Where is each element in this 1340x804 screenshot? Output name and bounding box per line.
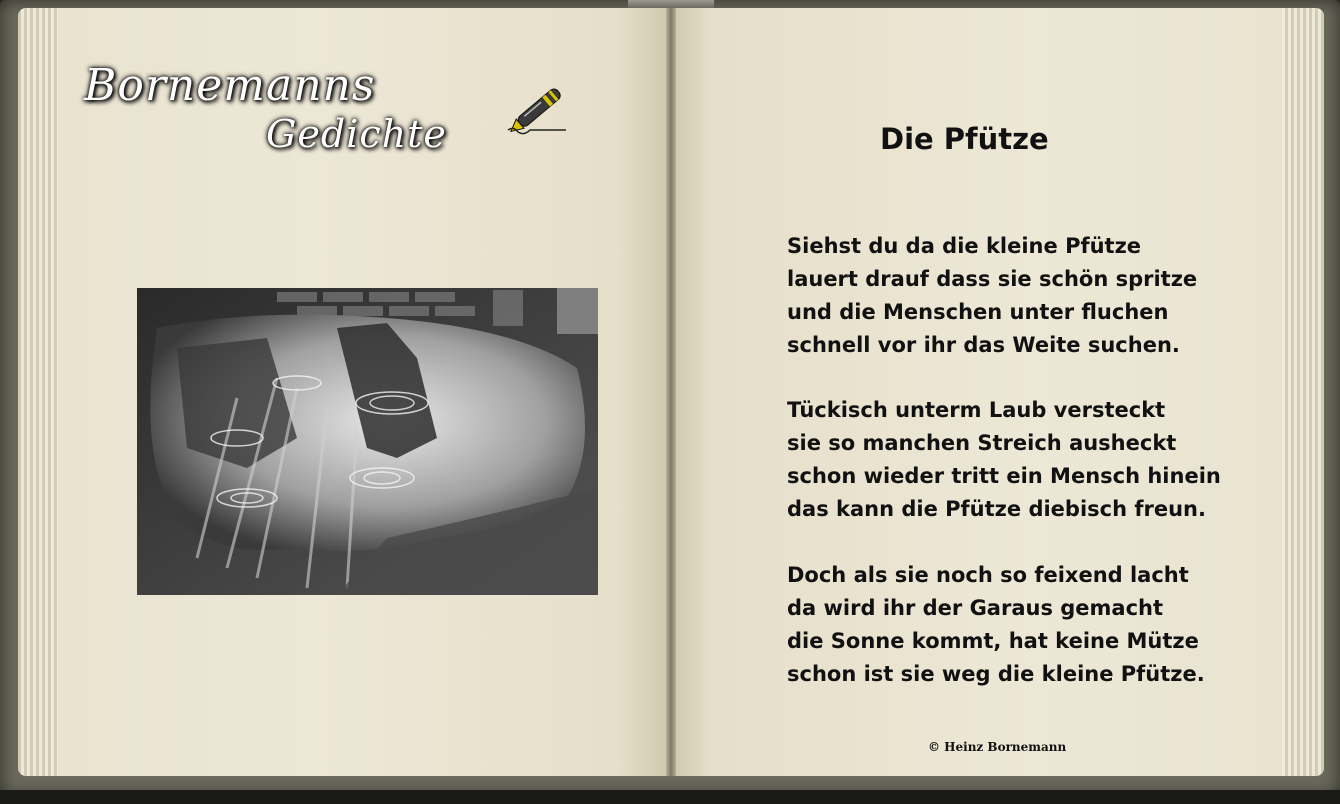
copyright-notice: © Heinz Bornemann [928,740,1067,754]
poem-stanza-2 [787,394,1221,526]
logo-line-1: Bornemanns [84,60,376,111]
poem-line: Tückisch unterm Laub versteckt [787,398,1166,422]
poem-line: und die Menschen unter fluchen [787,300,1169,324]
book-spine [666,8,676,776]
fountain-pen-icon [500,76,580,138]
book-cover-bottom [0,790,1340,804]
logo-line-2: Gedichte [266,112,447,156]
poem-line: lauert drauf dass sie schön spritze [787,267,1198,291]
right-page-edges [1282,8,1324,776]
poem-stanza-1 [787,230,1197,362]
poem-line: Siehst du da die kleine Pfütze [787,234,1142,258]
puddle-photo [137,288,598,595]
poem-line: schnell vor ihr das Weite suchen. [787,333,1180,357]
poem-line: die Sonne kommt, hat keine Mütze [787,629,1199,653]
poem-stanza-3 [787,559,1205,691]
poem-line: schon ist sie weg die kleine Pfütze. [787,662,1205,686]
poem-line: das kann die Pfütze diebisch freun. [787,497,1206,521]
poem-title: Die Pfütze [880,122,1049,156]
poem-line: schon wieder tritt ein Mensch hinein [787,464,1221,488]
poem-line: da wird ihr der Garaus gemacht [787,596,1164,620]
poem-line: sie so manchen Streich ausheckt [787,431,1177,455]
poem-line: Doch als sie noch so feixend lacht [787,563,1189,587]
left-page-edges [18,8,58,776]
